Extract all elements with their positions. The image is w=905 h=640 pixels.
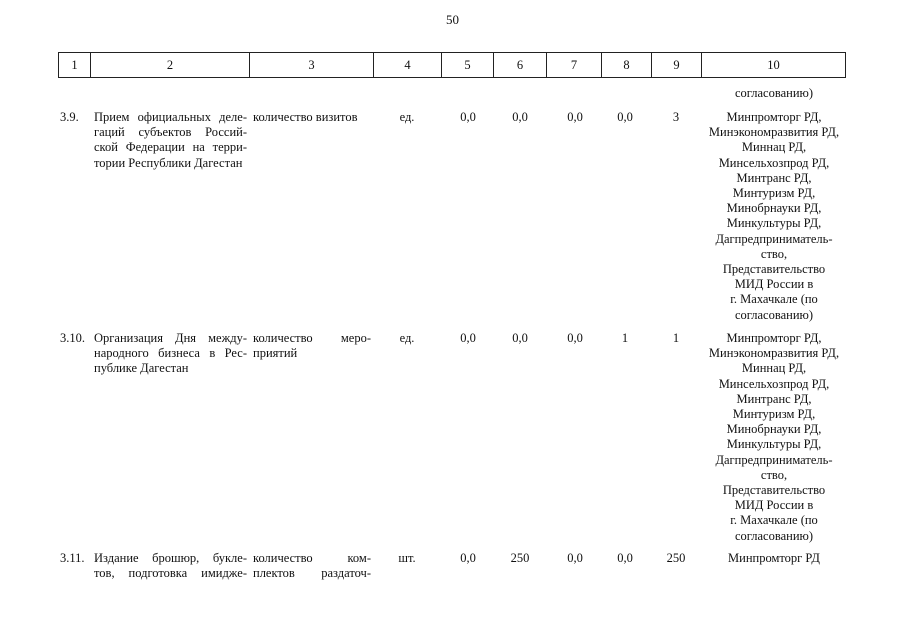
indicator-line: количество ком-	[253, 551, 371, 565]
responsible-line: Минпромторг РД	[728, 551, 820, 565]
responsible-line: Минкультуры РД,	[726, 216, 822, 231]
responsible-line: Минэкономразвития РД,	[708, 125, 840, 140]
responsible-line: Минобрнауки РД,	[726, 201, 822, 216]
responsible-line: Минтуризм РД,	[732, 186, 816, 201]
responsible-line: МИД России в	[734, 277, 814, 292]
measure-name-line: ской Федерации на терри-	[94, 140, 247, 155]
value-col-5: 0,0	[460, 551, 476, 565]
responsible-line: Минпромторг РД,	[726, 331, 822, 345]
indicator	[253, 331, 371, 361]
responsible-line: Представительство	[722, 483, 826, 498]
measure-name-line: гаций субъектов Россий-	[94, 125, 247, 140]
value-col-6: 250	[510, 551, 530, 565]
responsible-line: согласованию)	[734, 307, 814, 322]
row-number: 3.9.	[60, 110, 79, 124]
indicator	[253, 110, 371, 125]
carryover-text: согласованию)	[734, 86, 814, 100]
responsible-line: Минтранс РД,	[736, 391, 812, 406]
header-cell-3: 3	[249, 53, 373, 77]
responsible-line: согласованию)	[734, 528, 814, 543]
responsible-line: Минтранс РД,	[736, 170, 812, 185]
table-header-row	[58, 52, 846, 78]
indicator-line: количество меро-	[253, 331, 371, 345]
measure-name-line: Издание брошюр, букле-	[94, 551, 247, 565]
header-cell-9: 9	[651, 53, 701, 77]
measure-name	[94, 110, 247, 171]
header-cell-7: 7	[546, 53, 601, 77]
measure-name-line: Организация Дня между-	[94, 331, 247, 345]
indicator-line: приятий	[253, 346, 298, 361]
unit: шт.	[398, 551, 416, 565]
value-col-6: 0,0	[512, 110, 528, 124]
responsible-line: Представительство	[722, 262, 826, 277]
indicator-line: плектов раздаточ-	[253, 566, 371, 581]
responsible-line: г. Махачкале (по	[730, 292, 818, 307]
header-cell-4: 4	[373, 53, 441, 77]
value-col-5: 0,0	[460, 331, 476, 345]
header-cell-2: 2	[90, 53, 249, 77]
responsible-line: Минсельхозпрод РД,	[718, 155, 830, 170]
responsible-line: Минэкономразвития РД,	[708, 346, 840, 361]
responsible-executors	[702, 110, 846, 323]
value-col-7: 0,0	[567, 110, 583, 124]
header-cell-1: 1	[58, 53, 90, 77]
measure-name-line: народного бизнеса в Рес-	[94, 346, 247, 361]
measure-name-line: публике Дагестан	[94, 361, 189, 376]
unit: ед.	[399, 110, 415, 124]
responsible-line: г. Махачкале (по	[730, 513, 818, 528]
value-col-8: 0,0	[617, 110, 633, 124]
responsible-line: Миннац РД,	[741, 140, 807, 155]
indicator-line: количество визитов	[253, 110, 358, 124]
header-cell-10: 10	[701, 53, 846, 77]
value-col-8: 1	[621, 331, 629, 345]
value-col-6: 0,0	[512, 331, 528, 345]
responsible-line: Минпромторг РД,	[726, 110, 822, 124]
value-col-9: 1	[672, 331, 680, 345]
header-cell-8: 8	[601, 53, 651, 77]
responsible-line: ство,	[760, 246, 788, 261]
row-number: 3.11.	[60, 551, 85, 565]
responsible-executors	[702, 331, 846, 544]
value-col-8: 0,0	[617, 551, 633, 565]
measure-name-line: Прием официальных деле-	[94, 110, 247, 124]
responsible-line: Минобрнауки РД,	[726, 422, 822, 437]
responsible-line: Миннац РД,	[741, 361, 807, 376]
value-col-7: 0,0	[567, 551, 583, 565]
responsible-line: Минтуризм РД,	[732, 407, 816, 422]
measure-name-line: тории Республики Дагестан	[94, 155, 243, 170]
responsible-executors	[702, 551, 846, 566]
row-number: 3.10.	[60, 331, 85, 345]
responsible-line: Дагпредприниматель-	[715, 452, 833, 467]
responsible-line: Минкультуры РД,	[726, 437, 822, 452]
responsible-line: Минсельхозпрод РД,	[718, 376, 830, 391]
value-col-9: 3	[672, 110, 680, 124]
header-cell-5: 5	[441, 53, 493, 77]
responsible-line: МИД России в	[734, 498, 814, 513]
header-cell-6: 6	[493, 53, 546, 77]
measure-name	[94, 551, 247, 581]
value-col-5: 0,0	[460, 110, 476, 124]
value-col-7: 0,0	[567, 331, 583, 345]
indicator	[253, 551, 371, 581]
measure-name	[94, 331, 247, 377]
responsible-line: ство,	[760, 467, 788, 482]
page-number: 50	[446, 12, 459, 27]
value-col-9: 250	[666, 551, 686, 565]
responsible-line: Дагпредприниматель-	[715, 231, 833, 246]
unit: ед.	[399, 331, 415, 345]
measure-name-line: тов, подготовка имидже-	[94, 566, 247, 581]
